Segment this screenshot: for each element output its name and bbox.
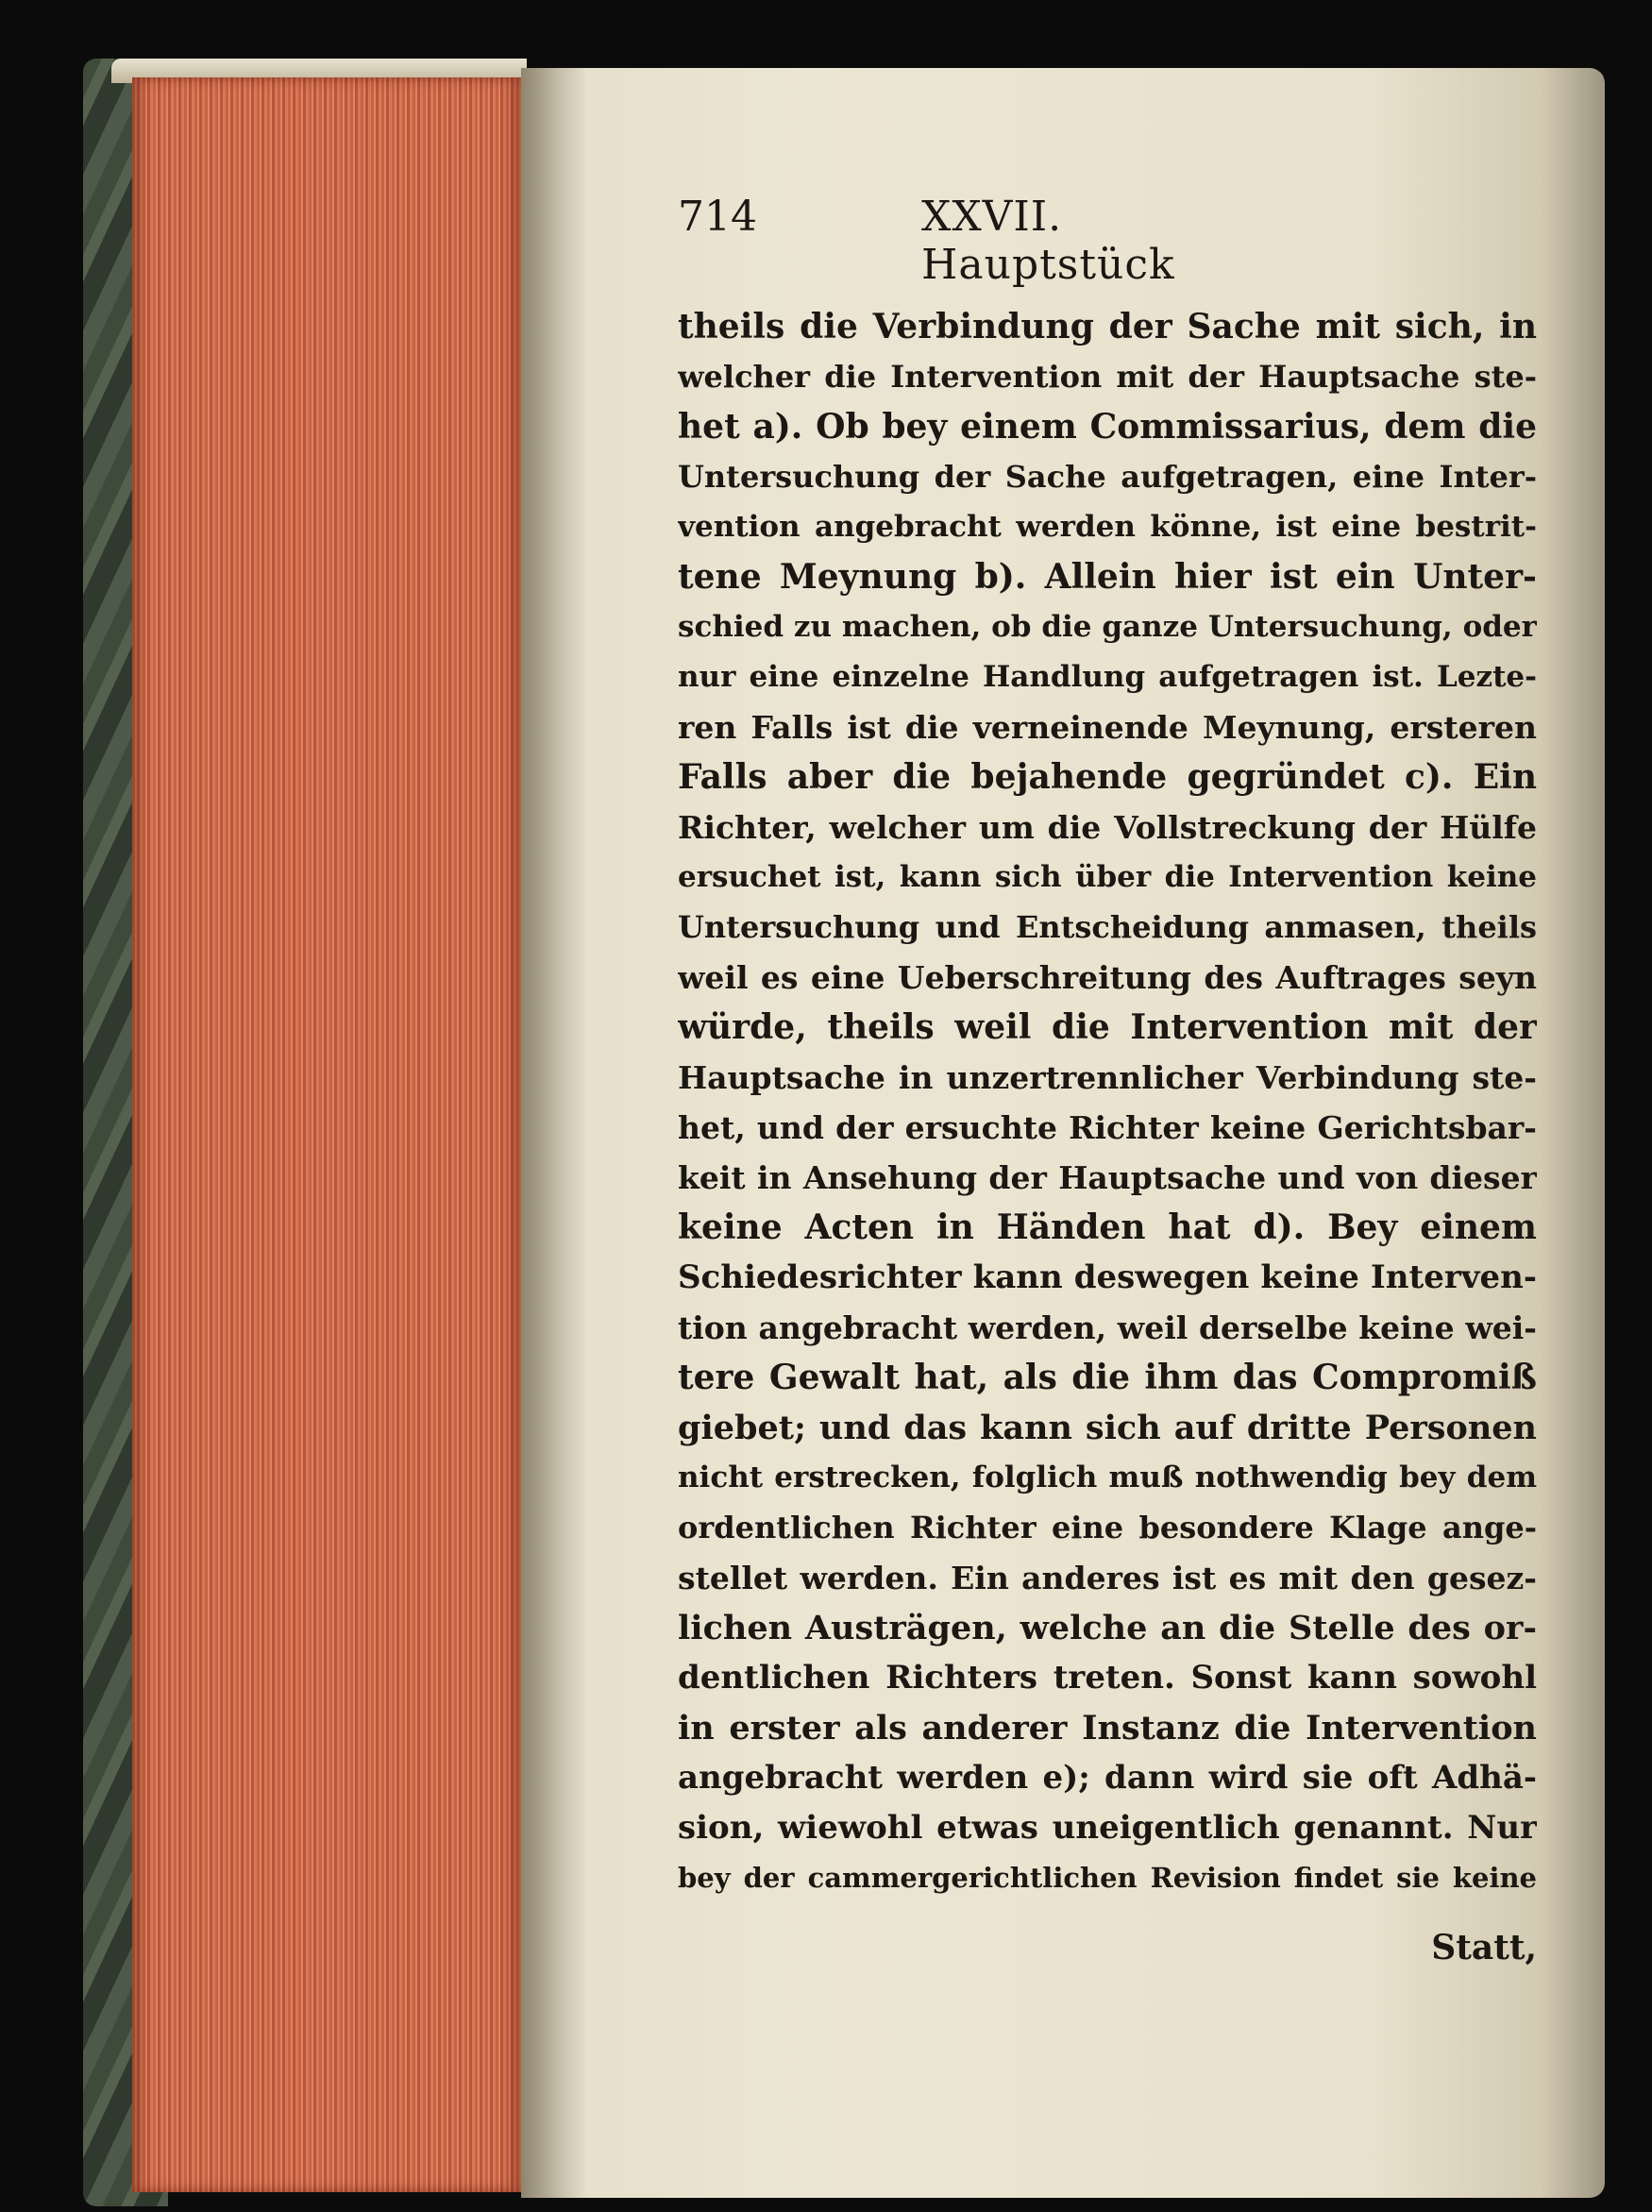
body-text [678, 302, 1537, 1903]
text-line: weil es eine Ueberschreitung des Auftrages seyn [678, 959, 1537, 996]
text-line: nicht erstrecken, folglich muß nothwendig bey dem [678, 1461, 1537, 1494]
text-line: schied zu machen, ob die ganze Untersuchung, oder [678, 610, 1537, 644]
text-line: in erster als anderer Instanz die Intervention [678, 1709, 1537, 1748]
text-line: bey der cammergerichtlichen Revision findet sie keine [678, 1862, 1537, 1894]
text-line: Schiedesrichter kann deswegen keine Interven- [678, 1258, 1537, 1296]
text-line: keit in Ansehung der Hauptsache und von dieser [678, 1159, 1537, 1196]
text-line: ren Falls ist die verneinende Meynung, ersteren [678, 709, 1537, 746]
text-line: Untersuchung und Entscheidung anmasen, theils [678, 909, 1537, 945]
running-head: XXVII. Hauptstück [921, 193, 1175, 289]
text-line: keine Acten in Händen hat d). Bey einem [678, 1207, 1537, 1247]
text-line: giebet; und das kann sich auf dritte Personen [678, 1409, 1537, 1447]
text-line: Untersuchung der Sache aufgetragen, eine Inter- [678, 459, 1537, 495]
text-line: ersuchet ist, kann sich über die Intervention keine [678, 860, 1537, 894]
page-header [678, 193, 1320, 289]
text-line: theils die Verbindung der Sache mit sich, in [678, 307, 1537, 346]
text-line: lichen Austrägen, welche an die Stelle des or- [678, 1609, 1537, 1647]
text-line: dentlichen Richters treten. Sonst kann sowohl [678, 1659, 1537, 1697]
text-line: tion angebracht werden, weil derselbe keine wei- [678, 1309, 1537, 1346]
page-number: 714 [678, 193, 757, 241]
catchword: Statt, [1431, 1928, 1537, 1967]
text-line: welcher die Intervention mit der Hauptsache ste- [678, 359, 1537, 395]
text-line: Richter, welcher um die Vollstreckung der Hülfe [678, 809, 1537, 846]
text-line: het, und der ersuchte Richter keine Gerichtsbar- [678, 1109, 1537, 1146]
text-line: Falls aber die bejahende gegründet c). Ein [678, 757, 1537, 797]
text-line: het a). Ob bey einem Commissarius, dem die [678, 407, 1537, 447]
gutter-shadow [521, 68, 587, 2198]
text-line: ordentlichen Richter eine besondere Klage ange- [678, 1510, 1537, 1545]
text-line: vention angebracht werden könne, ist eine bestrit- [678, 510, 1537, 544]
page-edges [132, 77, 521, 2192]
text-line: würde, theils weil die Intervention mit der [678, 1007, 1537, 1047]
text-line: Hauptsache in unzertrennlicher Verbindung ste- [678, 1059, 1537, 1096]
text-line: angebracht werden e); dann wird sie oft Adhä- [678, 1759, 1537, 1797]
text-line: tene Meynung b). Allein hier ist ein Unter- [678, 557, 1537, 597]
text-line: tere Gewalt hat, als die ihm das Compromiß [678, 1358, 1537, 1397]
text-line: nur eine einzelne Handlung aufgetragen ist. Lezte- [678, 660, 1537, 694]
text-line: stellet werden. Ein anderes ist es mit den gesez- [678, 1560, 1537, 1596]
text-line: sion, wiewohl etwas uneigentlich genannt. Nur [678, 1809, 1537, 1847]
